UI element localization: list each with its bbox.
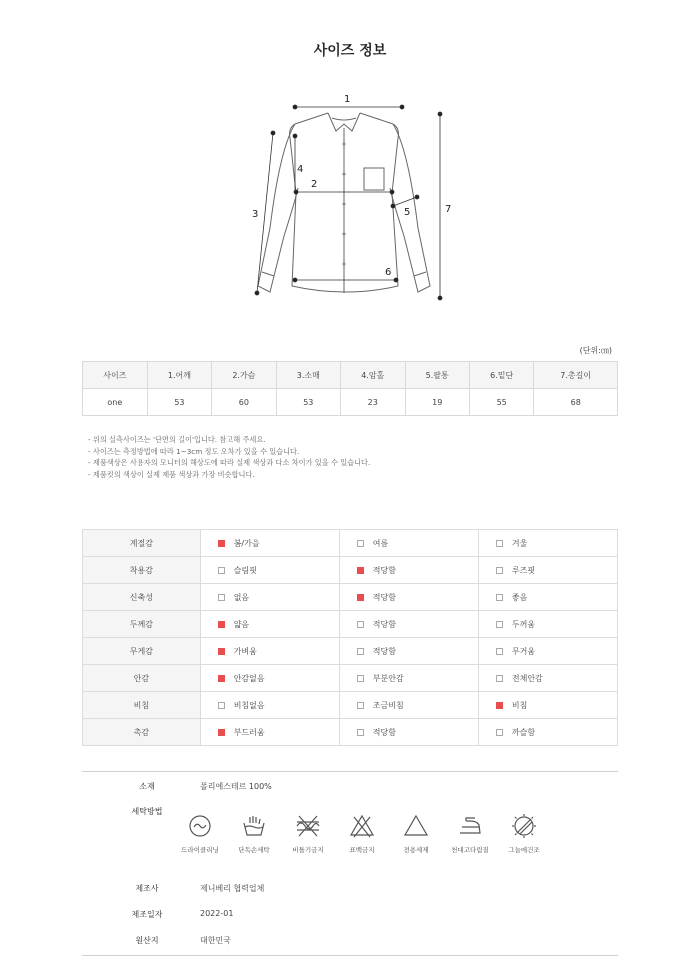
size-cell: 53 [276, 389, 340, 416]
size-header-cell: 사이즈 [83, 362, 148, 389]
wash-item-label: 표백금지 [349, 846, 375, 854]
feel-option-label: 없음 [233, 592, 250, 602]
size-cell: 60 [212, 389, 276, 416]
feel-option-label: 적당함 [372, 592, 396, 602]
feel-option [200, 638, 339, 665]
checked-box-icon [218, 540, 225, 547]
checked-box-icon [218, 648, 225, 655]
feel-option-label: 적당함 [372, 619, 396, 629]
wash-item [280, 813, 336, 854]
no-wring-icon [295, 813, 321, 839]
feel-option-label: 루즈핏 [511, 565, 536, 575]
unchecked-box-icon [357, 648, 364, 655]
size-header-cell: 4.암홀 [341, 362, 405, 389]
fabric-feel-table [82, 529, 618, 746]
feel-option-label: 가벼움 [233, 646, 257, 656]
shirt-measurement-diagram [240, 88, 470, 308]
unchecked-box-icon [496, 540, 503, 547]
feel-option-label: 두꺼움 [511, 619, 536, 629]
feel-option [478, 692, 617, 719]
table-row [83, 530, 618, 557]
date-label: 제조일자 [131, 910, 163, 919]
diagram-label-1: 1 [344, 94, 351, 105]
feel-option-label: 전체안감 [511, 673, 543, 683]
checked-box-icon [218, 729, 225, 736]
size-cell: 55 [469, 389, 533, 416]
feel-option-label: 조금비침 [372, 700, 404, 710]
feel-option-label: 비침 [511, 700, 528, 710]
feel-option [478, 638, 617, 665]
table-row [83, 692, 618, 719]
checked-box-icon [357, 594, 364, 601]
no-bleach-icon [349, 813, 375, 839]
unit-label: (단위:㎝) [579, 346, 612, 355]
size-cell: 19 [405, 389, 469, 416]
iron-icon [457, 813, 483, 839]
unchecked-box-icon [496, 621, 503, 628]
feel-option [339, 665, 478, 692]
feel-option-label: 슬림핏 [233, 565, 257, 575]
feel-option [339, 611, 478, 638]
material-value: 폴리에스테르 100% [200, 782, 272, 791]
unchecked-box-icon [357, 621, 364, 628]
unchecked-box-icon [496, 675, 503, 682]
diagram-label-6: 6 [385, 267, 392, 278]
feel-option-label: 적당함 [372, 646, 396, 656]
table-row [83, 557, 618, 584]
feel-option-label: 겨울 [511, 538, 528, 548]
detergent-icon [403, 813, 429, 839]
unchecked-box-icon [496, 567, 503, 574]
unchecked-box-icon [496, 648, 503, 655]
wash-item [496, 813, 552, 854]
feel-option [200, 665, 339, 692]
material-label: 소재 [139, 782, 155, 791]
diagram-label-3: 3 [252, 209, 259, 220]
feel-option-label: 안감없음 [233, 673, 265, 683]
size-header-cell: 7.총길이 [534, 362, 618, 389]
feel-label: 무게감 [83, 638, 201, 665]
feel-option [478, 557, 617, 584]
note-line: - 제품색상은 사용자의 모니터의 해상도에 따라 실제 색상과 다소 차이가 있을 수 있습니다. [88, 458, 371, 467]
table-row [83, 611, 618, 638]
feel-option-label: 까슬함 [511, 727, 536, 737]
unchecked-box-icon [357, 675, 364, 682]
feel-option [478, 665, 617, 692]
unchecked-box-icon [218, 702, 225, 709]
table-row [83, 638, 618, 665]
wash-item-label: 그늘에건조 [508, 846, 540, 854]
wash-item [442, 813, 498, 854]
feel-option [200, 719, 339, 746]
checked-box-icon [218, 621, 225, 628]
unchecked-box-icon [218, 594, 225, 601]
feel-option [339, 719, 478, 746]
checked-box-icon [357, 567, 364, 574]
table-row [83, 665, 618, 692]
feel-option [478, 611, 617, 638]
wash-item-label: 단독손세탁 [238, 846, 270, 854]
feel-option [200, 557, 339, 584]
size-header-cell: 2.가슴 [212, 362, 276, 389]
diagram-label-4: 4 [297, 164, 304, 175]
size-header-cell: 6.밑단 [469, 362, 533, 389]
wash-item [172, 813, 228, 854]
note-line: - 제품컷의 색상이 실제 제품 색상과 가장 비슷합니다. [88, 469, 255, 479]
divider [82, 955, 618, 956]
unchecked-box-icon [496, 594, 503, 601]
feel-option-label: 부드러움 [233, 727, 265, 737]
feel-option-label: 좋음 [511, 592, 528, 602]
feel-label: 두께감 [83, 611, 201, 638]
wash-item-label: 드라이클리닝 [181, 846, 219, 854]
feel-option [200, 584, 339, 611]
feel-option [478, 584, 617, 611]
size-table [82, 361, 618, 416]
wash-label: 세탁방법 [131, 807, 163, 816]
diagram-label-2: 2 [311, 179, 318, 190]
feel-option [478, 719, 617, 746]
feel-option [339, 638, 478, 665]
size-cell: 68 [534, 389, 618, 416]
feel-option [200, 611, 339, 638]
size-cell: 23 [341, 389, 405, 416]
table-row [83, 389, 618, 416]
feel-option-label: 얇음 [233, 619, 250, 629]
unchecked-box-icon [357, 540, 364, 547]
feel-option-label: 무거움 [511, 646, 536, 656]
unchecked-box-icon [357, 729, 364, 736]
feel-label: 계절감 [83, 530, 201, 557]
size-notes [88, 434, 370, 480]
size-header-cell: 3.소매 [276, 362, 340, 389]
shade-dry-icon [511, 813, 537, 839]
feel-option-label: 부분안감 [372, 673, 404, 683]
feel-label: 안감 [83, 665, 201, 692]
table-row [83, 584, 618, 611]
feel-label: 신축성 [83, 584, 201, 611]
unchecked-box-icon [218, 567, 225, 574]
wash-item [388, 813, 444, 854]
note-line: - 위의 실측사이즈는 '단면의 길이'입니다. 참고해 주세요. [88, 435, 266, 444]
date-value: 2022-01 [200, 909, 234, 918]
maker-value: 제니베리 협력업체 [200, 884, 265, 893]
size-header-cell: 5.팔통 [405, 362, 469, 389]
wash-item-label: 전용세제 [403, 846, 429, 854]
feel-label: 촉감 [83, 719, 201, 746]
size-header-cell: 1.어깨 [147, 362, 211, 389]
wash-item-label: 비틀기금지 [292, 846, 324, 854]
size-cell: 53 [147, 389, 211, 416]
feel-option [478, 530, 617, 557]
checked-box-icon [218, 675, 225, 682]
note-line: - 사이즈는 측정방법에 따라 1~3cm 정도 오차가 있을 수 있습니다. [88, 446, 300, 456]
feel-option-label: 비침없음 [233, 700, 265, 710]
hand-wash-icon [241, 813, 267, 839]
feel-option [339, 692, 478, 719]
table-row [83, 719, 618, 746]
size-table-header-row [83, 362, 618, 389]
feel-option-label: 적당함 [372, 727, 396, 737]
origin-value: 대한민국 [200, 936, 231, 945]
diagram-label-7: 7 [445, 204, 452, 215]
feel-option [339, 530, 478, 557]
dry-clean-icon [187, 813, 213, 839]
wash-item [226, 813, 282, 854]
maker-label: 제조사 [135, 884, 159, 893]
size-cell: one [83, 389, 148, 416]
feel-label: 비침 [83, 692, 201, 719]
feel-option [200, 692, 339, 719]
origin-label: 원산지 [135, 936, 159, 945]
page-title: 사이즈 정보 [313, 43, 387, 59]
divider [82, 771, 618, 772]
diagram-label-5: 5 [404, 207, 411, 218]
unchecked-box-icon [496, 729, 503, 736]
unchecked-box-icon [357, 702, 364, 709]
feel-option [200, 530, 339, 557]
feel-option [339, 557, 478, 584]
feel-option-label: 여름 [372, 538, 389, 548]
checked-box-icon [496, 702, 503, 709]
wash-item-label: 천대고다림질 [451, 846, 489, 854]
feel-label: 착용감 [83, 557, 201, 584]
feel-option-label: 봄/가을 [233, 538, 260, 548]
feel-option-label: 적당함 [372, 565, 396, 575]
feel-option [339, 584, 478, 611]
wash-item [334, 813, 390, 854]
